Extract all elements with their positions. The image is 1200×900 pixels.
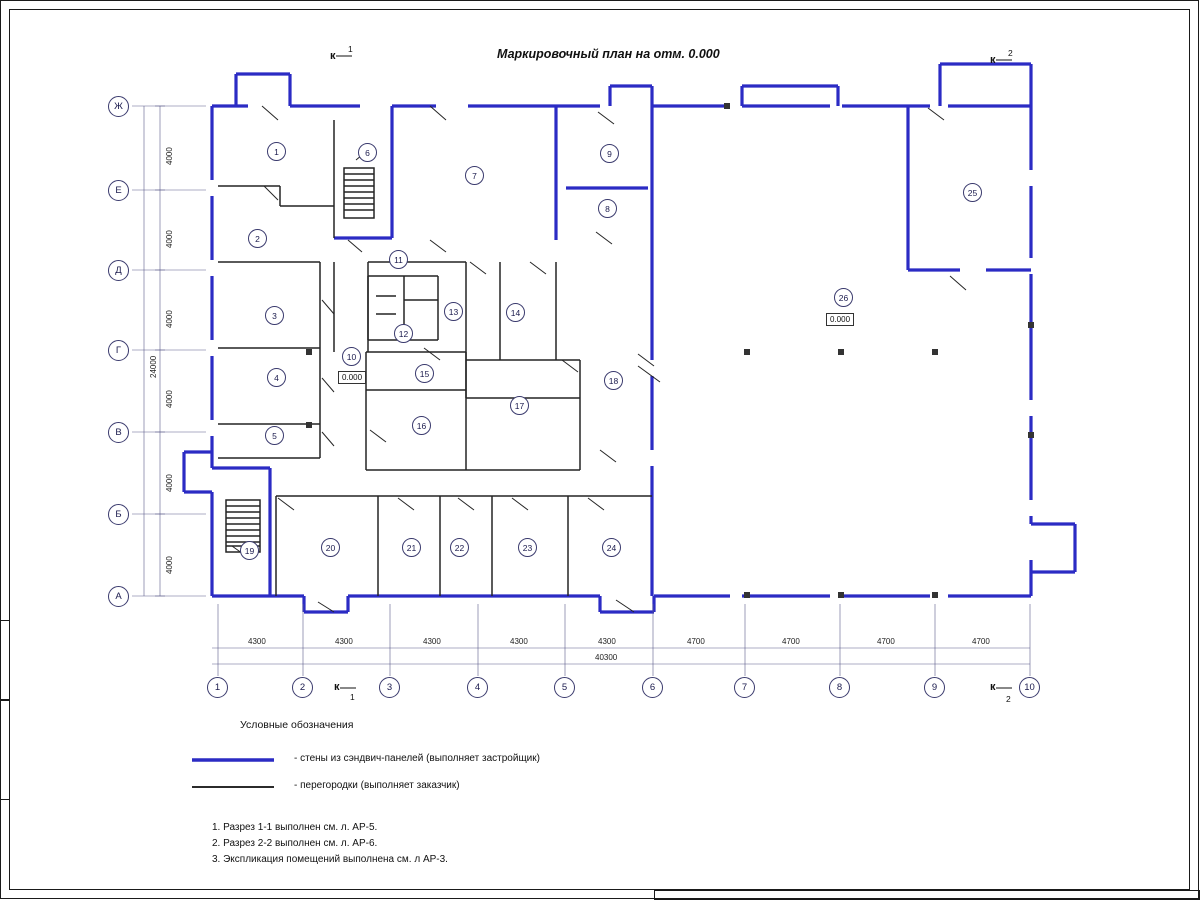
room-bubble: 3	[265, 306, 284, 325]
interior-partitions	[218, 103, 1034, 612]
section-mark-number: 1	[348, 44, 353, 54]
room-bubble: 14	[506, 303, 525, 322]
dimension-total-length: 40300	[595, 653, 618, 662]
room-bubble: 17	[510, 396, 529, 415]
room-bubble: 12	[394, 324, 413, 343]
legend-item-label: - стены из сэндвич-панелей (выполняет застройщик)	[294, 753, 540, 764]
dimension-total-height: 24000	[149, 355, 158, 378]
section-mark-number: 2	[1008, 48, 1013, 58]
room-bubble: 10	[342, 347, 361, 366]
section-mark-letter: к	[990, 54, 996, 66]
section-mark-number: 2	[1006, 694, 1011, 704]
axis-bubble-h: 6	[642, 677, 663, 698]
axis-bubble-v: Г	[108, 340, 129, 361]
section-mark-letter: к	[990, 681, 996, 693]
plan-title: Маркировочный план на отм. 0.000	[497, 47, 720, 61]
room-bubble: 4	[267, 368, 286, 387]
level-mark: 0.000	[826, 313, 854, 326]
room-bubble: 21	[402, 538, 421, 557]
note-line: 3. Экспликация помещений выполнена см. л АР-3.	[212, 854, 448, 865]
dimension-bay: 4300	[423, 637, 441, 646]
axis-grid	[132, 106, 1030, 676]
axis-bubble-h: 7	[734, 677, 755, 698]
axis-bubble-v: Е	[108, 180, 129, 201]
room-bubble: 19	[240, 541, 259, 560]
axis-bubble-h: 5	[554, 677, 575, 698]
room-bubble: 8	[598, 199, 617, 218]
room-bubble: 2	[248, 229, 267, 248]
axis-bubble-h: 1	[207, 677, 228, 698]
room-bubble: 13	[444, 302, 463, 321]
dimension-vertical: 4000	[165, 474, 174, 492]
axis-bubble-v: В	[108, 422, 129, 443]
section-mark-letter: к	[330, 50, 336, 62]
note-line: 2. Разрез 2-2 выполнен см. л. АР-6.	[212, 838, 378, 849]
room-bubble: 11	[389, 250, 408, 269]
axis-bubble-h: 2	[292, 677, 313, 698]
dimension-vertical: 4000	[165, 390, 174, 408]
room-bubble: 18	[604, 371, 623, 390]
room-bubble: 25	[963, 183, 982, 202]
section-mark-letter: к	[334, 681, 340, 693]
room-bubble: 9	[600, 144, 619, 163]
dimension-vertical: 4000	[165, 147, 174, 165]
room-bubble: 24	[602, 538, 621, 557]
axis-bubble-h: 10	[1019, 677, 1040, 698]
room-bubble: 1	[267, 142, 286, 161]
level-mark: 0.000	[338, 371, 366, 384]
axis-bubble-h: 4	[467, 677, 488, 698]
room-bubble: 16	[412, 416, 431, 435]
dimension-vertical: 4000	[165, 230, 174, 248]
dimension-vertical: 4000	[165, 556, 174, 574]
sandwich-panel-walls	[184, 64, 1075, 612]
dimension-bay: 4300	[598, 637, 616, 646]
note-line: 1. Разрез 1-1 выполнен см. л. АР-5.	[212, 822, 378, 833]
legend-swatches	[192, 760, 274, 787]
room-bubble: 6	[358, 143, 377, 162]
dimension-bay: 4700	[972, 637, 990, 646]
room-bubble: 7	[465, 166, 484, 185]
dimension-vertical: 4000	[165, 310, 174, 328]
room-bubble: 5	[265, 426, 284, 445]
legend-heading: Условные обозначения	[240, 719, 354, 731]
legend-item-label: - перегородки (выполняет заказчик)	[294, 780, 460, 791]
section-mark-number: 1	[350, 692, 355, 702]
axis-bubble-v: Д	[108, 260, 129, 281]
dimension-bay: 4300	[335, 637, 353, 646]
axis-bubble-v: А	[108, 586, 129, 607]
room-bubble: 26	[834, 288, 853, 307]
axis-bubble-v: Б	[108, 504, 129, 525]
room-bubble: 23	[518, 538, 537, 557]
axis-bubble-h: 8	[829, 677, 850, 698]
dimension-bay: 4700	[877, 637, 895, 646]
room-bubble: 20	[321, 538, 340, 557]
axis-bubble-v: Ж	[108, 96, 129, 117]
axis-bubble-h: 9	[924, 677, 945, 698]
dimension-bay: 4700	[782, 637, 800, 646]
dimension-bay: 4700	[687, 637, 705, 646]
dimension-bay: 4300	[248, 637, 266, 646]
room-bubble: 22	[450, 538, 469, 557]
room-bubble: 15	[415, 364, 434, 383]
dimension-bay: 4300	[510, 637, 528, 646]
axis-bubble-h: 3	[379, 677, 400, 698]
section-cut-lines	[336, 56, 1012, 688]
